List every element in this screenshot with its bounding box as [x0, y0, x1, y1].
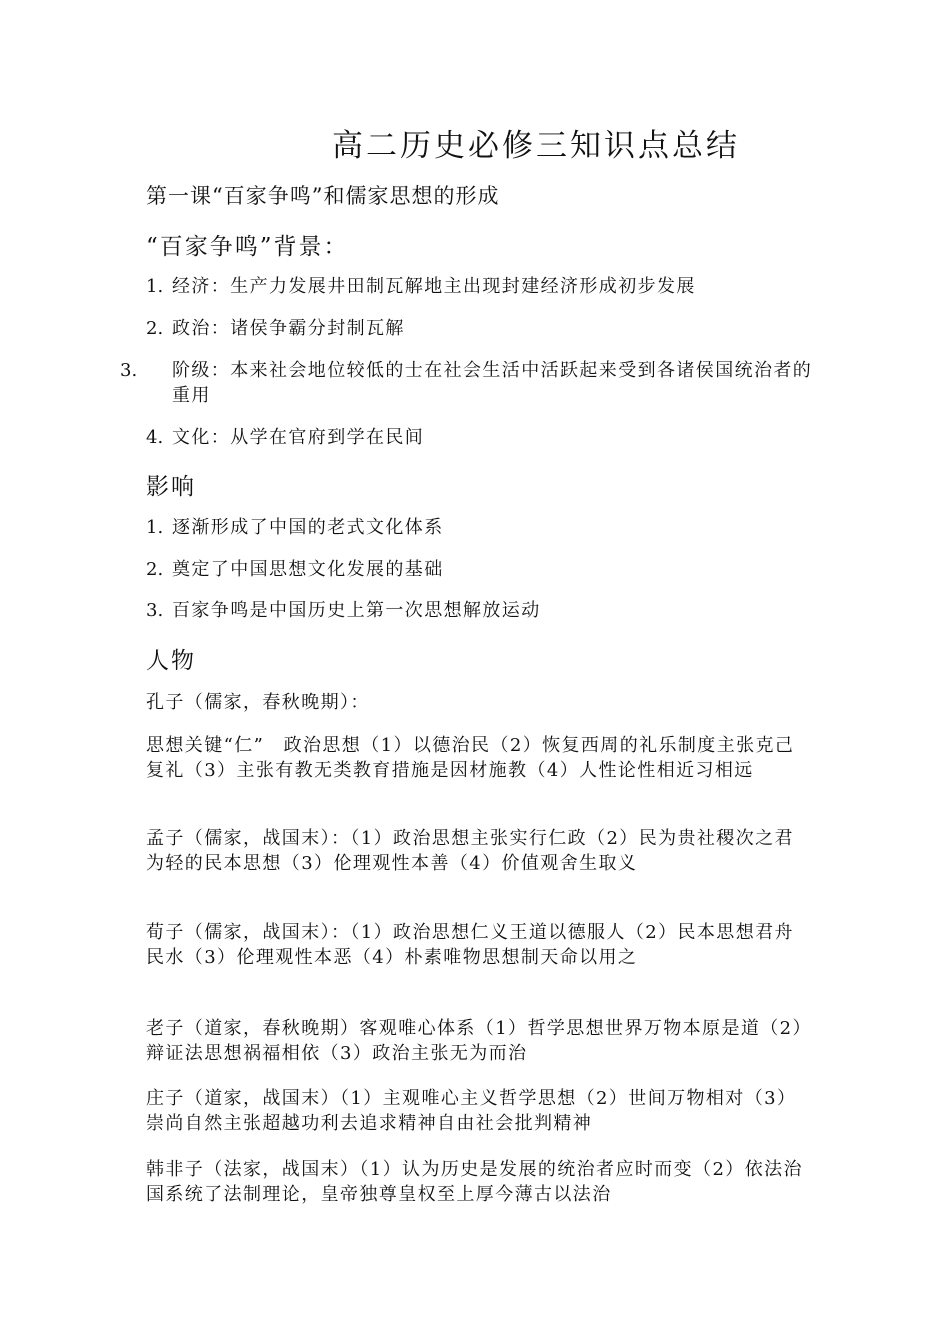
item-text: 奠定了中国思想文化发展的基础 — [172, 559, 444, 580]
background-item — [146, 425, 816, 450]
item-text: 经济：生产力发展井田制瓦解地主出现封建经济形成初步发展 — [172, 276, 696, 297]
item-number: 4. — [146, 427, 164, 448]
influence-item — [146, 515, 816, 540]
influence-item — [146, 557, 816, 582]
figure-paragraph: 庄子（道家，战国末）（1）主观唯心主义哲学思想（2）世间万物相对（3）崇尚自然主张超越功利去追求精神自由社会批判精神 — [146, 1088, 797, 1134]
background-item — [146, 316, 816, 341]
item-number: 1. — [146, 517, 164, 538]
item-number: 2. — [146, 559, 164, 580]
figure-paragraph: 荀子（儒家，战国末）：（1）政治思想仁义王道以德服人（2）民本思想君舟民水（3）伦理观性本恶（4）朴素唯物思想制天命以用之 — [146, 922, 794, 968]
item-text: 文化：从学在官府到学在民间 — [172, 427, 425, 448]
item-text: 逐渐形成了中国的老式文化体系 — [172, 517, 444, 538]
background-item — [120, 358, 828, 408]
figure-paragraph: 韩非子（法家，战国末）（1）认为历史是发展的统治者应时而变（2）依法治国系统了法制理论，皇帝独尊皇权至上厚今薄古以法治 — [146, 1159, 803, 1205]
figure-paragraph: 老子（道家，春秋晚期）客观唯心体系（1）哲学思想世界万物本原是道（2）辩证法思想祸福相依（3）政治主张无为而治 — [146, 1018, 803, 1064]
influence-heading: 影响 — [146, 474, 196, 500]
item-number: 2. — [146, 318, 164, 339]
background-item — [146, 274, 816, 299]
item-text: 阶级：本来社会地位较低的士在社会生活中活跃起来受到各诸侯国统治者的重用 — [172, 360, 813, 406]
page-title: 高二历史必修三知识点总结 — [332, 128, 740, 164]
lesson-heading: 第一课“百家争鸣”和儒家思想的形成 — [146, 184, 500, 208]
item-text: 百家争鸣是中国历史上第一次思想解放运动 — [172, 600, 541, 621]
item-number: 3. — [146, 600, 164, 621]
figure-paragraph: 孔子（儒家，春秋晚期）： — [146, 692, 370, 713]
item-number: 1. — [146, 276, 164, 297]
influence-item — [146, 598, 816, 623]
item-number: 3. — [120, 360, 138, 381]
item-text: 政治：诸侯争霸分封制瓦解 — [172, 318, 405, 339]
figure-paragraph: 孟子（儒家，战国末）：（1）政治思想主张实行仁政（2）民为贵社稷次之君为轻的民本思想（3）伦理观性本善（4）价值观舍生取义 — [146, 828, 794, 874]
figures-heading: 人物 — [146, 648, 196, 674]
background-heading: “百家争鸣”背景： — [146, 234, 349, 260]
figure-paragraph: 思想关键“仁” 政治思想（1）以德治民（2）恢复西周的礼乐制度主张克己复礼（3）主张有教无类教育措施是因材施教（4）人性论性相近习相远 — [146, 735, 795, 781]
